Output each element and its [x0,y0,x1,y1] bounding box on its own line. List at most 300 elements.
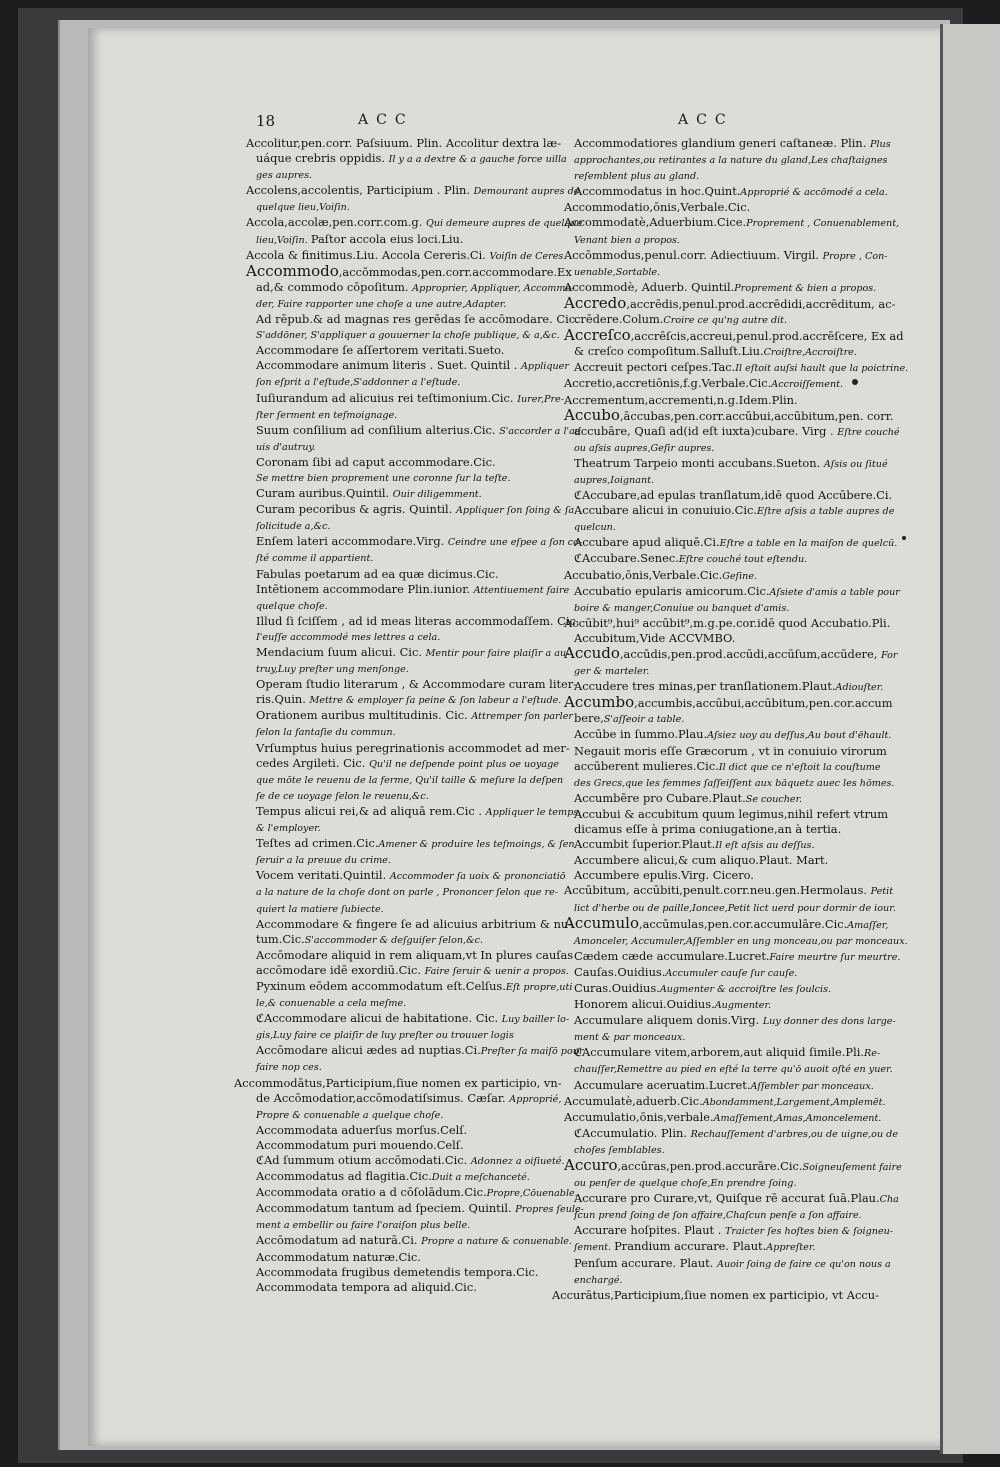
french-gloss: ſement. [574,1242,615,1254]
dictionary-line [552,503,948,519]
french-gloss: Appreſter. [766,1242,816,1254]
french-gloss: I'euſſe accommodé mes lettres a cela. [256,631,441,643]
french-gloss: le,& conuenable a cela meſme. [256,998,407,1010]
dictionary-line [552,360,948,376]
french-gloss: quelcun. [574,522,616,534]
latin-text: Accreuit pectori ceſpes.Tac. [574,360,736,375]
french-gloss: Eſtre aſsis a table aupres de [757,506,895,518]
latin-text: ℭAccumulare vitem,arborem,aut aliquid ſimile.Pli. [574,1045,864,1060]
latin-text: Accumbere epulis.Virg. Cicero. [574,868,754,883]
french-gloss: Propre , Con- [822,250,888,262]
dictionary-line [552,1142,948,1158]
latin-text: Accommodatè,Aduerbium.Cice. [564,215,747,230]
dictionary-line [552,488,948,503]
latin-text: Accolitur,pen.corr. Paſsiuum. Plin. Accolitur dextra læ- [246,136,562,150]
french-gloss: ſté comme il appartient. [256,553,374,565]
latin-text: Accūbe in ſummo.Plau. [574,727,708,742]
running-head-left: ACC [358,112,414,128]
dictionary-line [552,472,948,488]
dictionary-line [552,1191,948,1207]
dictionary-line [552,568,948,584]
latin-text: ,accrēdis,penul.prod.accrēdidi,accrēditum, ac- [626,296,896,311]
french-gloss: ges aupres. [256,170,313,182]
dictionary-line [552,1175,948,1191]
latin-text: ,āccubas,pen.corr.accūbui,accūbitum,pen. corr. [619,408,894,423]
latin-text: bere, [574,711,604,726]
french-gloss: Propre & conuenable a quelque choſe. [256,1109,444,1121]
headword: Accubo [564,407,620,424]
french-gloss: quiert la matiere ſubiecte. [256,903,384,915]
dictionary-line [552,1256,948,1272]
french-gloss: ſolicitude a,&c. [256,521,331,533]
headword: Accuro [564,1158,618,1174]
french-gloss: Traicter ſes hoſtes bien & ſoigneu- [725,1226,894,1238]
french-gloss: S'accorder a l'ad [499,425,582,437]
dictionary-line [552,344,948,360]
latin-text: Accubui & accubitum quum legimus,nihil refert vtrum [574,806,889,821]
latin-text: Tempus alicui rei,& ad aliquā rem.Cic . [256,803,486,818]
french-gloss: lict d'herbe ou de paille,Ioncee,Petit lict uerd pour dormir de iour. [574,902,896,914]
latin-text: Accūbitum, accūbiti,penult.corr.neu.gen.Hermolaus. [564,883,871,898]
dictionary-line [552,646,948,663]
latin-text: Accumbit ſuperior.Plaut. [574,837,716,852]
latin-text: Theatrum Tarpeio monti accubans.Sueton. [574,455,824,470]
dictionary-line [552,807,948,822]
latin-text: tum.Cic. [256,931,305,946]
dictionary-line [552,695,948,711]
latin-text: Teſtes ad crimen.Cic. [256,836,379,851]
french-gloss: Ouir diligemment. [392,489,482,501]
latin-text: Accōmodare aliquid in rem aliquam,vt In plures cauſas [256,947,574,962]
dictionary-line [552,1239,948,1255]
french-gloss: Re- [863,1048,881,1060]
dictionary-line [552,791,948,807]
french-gloss: Proprement & bien a propos. [734,282,877,294]
french-gloss: Appliquer [521,361,569,373]
french-gloss: Accommoder ſa uoix & prononciatiō [389,871,566,883]
dictionary-line [552,679,948,695]
french-gloss: Il eſtoit auſsi hault que la poictrine. [735,363,909,375]
dictionary-line [552,328,948,344]
french-gloss: Luy donner des dons large- [762,1016,896,1028]
french-gloss: Adiouſter. [835,682,884,694]
french-gloss: Petit [870,886,894,898]
latin-text: Accolens,accolentis, Participium . Plin. [246,183,474,198]
french-gloss: Approprier, Appliquer, Accommo- [412,282,575,294]
french-gloss: Eſtre couché tout eſtendu. [678,554,808,566]
latin-text: Accommodata oratio a d cōſolādum.Cic. [256,1185,487,1200]
french-gloss: Adonnez a oiſiueté. [470,1156,565,1167]
latin-text: Intētionem accommodare Plin.iunior. [256,581,474,596]
latin-text: Accubatio epularis amicorum.Cic. [574,583,770,598]
french-gloss: For [881,650,898,661]
french-gloss: Faire ſeruir & uenir a propos. [424,965,569,977]
dictionary-line [552,1207,948,1223]
french-gloss: Appliquer le temps [485,806,579,818]
french-gloss: Eſt propre,uti [505,981,573,993]
latin-text: ℭAd ſummum otium accōmodati.Cic. [256,1153,471,1167]
french-gloss: S'accommoder & deſguiſer ſelon,&c. [304,934,484,946]
french-gloss: gis,Luy faire ce plaiſir de luy preſter ou trouuer logis [256,1030,514,1042]
dictionary-line [552,408,948,424]
ink-spot [852,379,858,385]
french-gloss: ſon eſprit a l'eſtude,S'addonner a l'eſtude. [256,377,461,389]
french-gloss: Aſsis ou ſitué [823,458,888,470]
french-gloss: Qui demeure aupres de quelque [425,218,583,230]
french-gloss: Aſsiete d'amis a table pour [769,586,900,598]
dictionary-line [552,744,948,759]
french-gloss: Soigneuſement faire [802,1162,902,1173]
french-gloss: Se mettre bien proprement une coronne ſur la teſte. [256,472,511,484]
french-gloss: Aſsiez uoy au deſſus,Au bout d'ēhault. [707,730,892,742]
latin-text: Paſtor accola eius loci.Liu. [310,231,464,246]
french-gloss: ou aſsis aupres,Geſir aupres. [574,442,715,454]
dictionary-line [552,456,948,472]
latin-text: Accommodatio,ōnis,Verbale.Cic. [564,200,751,215]
latin-text: Accumbere alicui,& cum aliquo.Plaut. Mart. [574,853,829,868]
latin-text: & creſco compoſitum.Salluſt.Liu. [574,344,764,359]
latin-text: Ad rēpub.& ad magnas res gerēdas ſe accōmodare. Cic. [256,312,579,327]
latin-text: Illud ſi ſciſſem , ad id meas literas accommodaſſem. Cic. [256,613,580,628]
dictionary-line [552,868,948,883]
headword: Accudo [564,646,620,662]
facing-page-edge [940,24,1000,1454]
latin-text: Fabulas poetarum ad ea quæ dicimus.Cic. [256,566,499,581]
dictionary-line [552,916,948,933]
french-gloss: a la nature de la choſe dont on parle , Prononcer ſelon que re- [256,887,559,899]
french-gloss: Il y a a dextre & a gauche force uilla [388,154,567,166]
french-gloss: Eſtre a table en la maiſon de quelcū. [719,538,898,550]
latin-text: Vocem veritati.Quintil. [256,868,390,883]
book-page [88,28,950,1446]
latin-text: ℭAccommodare alicui de habitatione. Cic. [256,1011,502,1026]
latin-text: ris.Quin. [256,692,310,707]
dictionary-line [552,1110,948,1126]
latin-text: ,accumbis,accūbui,accūbitum,pen.cor.accum [634,696,893,711]
french-gloss: Amaſſer, [847,919,889,931]
latin-text: Operam ſtudio literarum , & Accommodare curam liter- [256,677,578,692]
french-gloss: Luy bailler lo- [501,1014,570,1026]
running-head-right: ACC [678,112,734,128]
latin-text: Accommodatus ad flagitia.Cic. [256,1169,432,1184]
latin-text: Iuſiurandum ad alicuius rei teſtimonium.Cic. [256,390,518,405]
french-gloss: Voiſin de Ceres [489,250,564,262]
french-gloss: que mōte le reuenu de la ferme, Qu'il taille & meſure la deſpen [256,774,564,786]
french-gloss: Rechauſſement d'arbres,ou de uigne,ou de [690,1128,899,1140]
latin-text: ℭAccubare,ad epulas tranſlatum,idē quod Accūbere.Ci. [574,488,893,503]
latin-text: Accommodare ſe aſſertorem veritati.Sueto. [256,343,505,358]
latin-text: Orationem auribus multitudinis. Cic. [256,708,472,723]
latin-text: ,accūras,pen.prod.accurāre.Cic. [617,1159,803,1173]
dictionary-line [552,1061,948,1077]
dictionary-line [552,1158,948,1175]
french-gloss: Augmenter. [714,1000,772,1012]
dictionary-line [552,775,948,791]
latin-text: Accommodatum tantum ad ſpeciem. Quintil. [256,1201,516,1216]
latin-text: Cauſas.Ouidius. [574,964,666,979]
running-header [88,112,950,136]
dictionary-line [552,1272,948,1288]
latin-text: ,accŏmmodas,pen.corr.accommodare.Ex [338,264,572,279]
dictionary-line [552,1029,948,1045]
dictionary-line [552,997,948,1013]
headword: Accumulo [564,915,640,932]
french-gloss: ger & marteler. [574,666,650,678]
latin-text: Accubare alicui in conuiuio.Cic. [574,503,758,518]
dictionary-line [552,1013,948,1029]
latin-text: Curam auribus.Quintil. [256,486,393,501]
french-gloss: Auoir ſoing de faire ce qu'on nous a [717,1258,891,1270]
french-gloss: S'addōner, S'appliquer a gouuerner la choſe publique, & a,&c. [256,330,560,342]
dictionary-line [552,248,948,264]
latin-text: Accumulare aliquem donis.Virg. [574,1013,763,1028]
dictionary-line [552,551,948,567]
french-gloss: ſcun prend ſoing de ſon affaire,Chaſcun penſe a ſon affaire. [574,1210,862,1222]
latin-text: ,accūmulas,pen.cor.accumulāre.Cic. [639,916,848,931]
french-gloss: ment & par monceaux. [574,1032,686,1044]
french-gloss: Propres ſeule- [515,1204,584,1216]
latin-text: Pyxinum eōdem accommodatum eſt.Celſus. [256,978,506,993]
latin-text: accōmodare idē exordiū.Cic. [256,962,425,977]
french-gloss: S'aſſeoir a table. [603,714,685,726]
latin-text: Accommodata tempora ad aliquid.Cic. [256,1279,477,1294]
latin-text: Curam pecoribus & agris. Quintil. [256,502,456,517]
latin-text: de Accōmodatior,accōmodatiſsimus. Cæſar. [256,1090,510,1105]
dictionary-line [552,519,948,535]
latin-text: Accubatio,ōnis,Verbale.Cic. [564,567,723,582]
french-gloss: Duit a meſchanceté. [431,1172,530,1184]
latin-text: Accumulatè,aduerb.Cic. [564,1093,703,1108]
french-gloss: Eſtre couché [837,426,900,438]
dictionary-line [552,215,948,231]
headword: Accumbo [564,695,635,712]
latin-text: Honorem alicui.Ouidius. [574,997,715,1012]
dictionary-line [552,949,948,965]
latin-text: Accubare apud aliquē.Ci. [574,535,720,550]
french-gloss: quelque lieu,Voiſin. [256,202,350,214]
latin-text: Accommodatus in hoc.Quint. [574,184,741,199]
latin-text: Accūbit⁹,hui⁹ accūbit⁹,m.g.pe.cor.idē quod Accubatio.Pli. [564,615,891,630]
dictionary-line [552,136,948,152]
latin-text: ,accūdis,pen.prod.accūdi,accūſum,accūdere, [619,647,881,661]
latin-text: Accurare pro Curare,vt, Quiſque rē accurat ſuā.Plau. [574,1191,880,1206]
french-gloss: der, Faire rapporter une choſe a une autre,Adapter. [256,298,507,310]
french-gloss: reſemblent plus au gland. [574,171,700,183]
french-gloss: ſeruir a la preuue du crime. [256,855,392,867]
latin-text: Suum conſilium ad conſilium alterius.Cic. [256,422,500,437]
dictionary-line [552,727,948,743]
french-gloss: Attremper ſon parler [471,711,573,723]
french-gloss: faire nop ces. [256,1062,322,1074]
dictionary-line [552,711,948,727]
latin-text: Accurātus,Participium,ſiue nomen ex participio, vt Accu- [552,1287,879,1302]
ink-spot [902,536,906,540]
latin-text: Accommodata aduerſus morſus.Celſ. [256,1122,468,1137]
french-gloss: Amonceler, Accumuler,Aſſembler en ung monceau,ou par monceaux. [574,935,908,947]
latin-text: Accommodare & fingere ſe ad alicuius arbitrium & nu- [256,916,573,931]
dictionary-line [552,900,948,916]
french-gloss: & l'employer. [256,823,321,835]
dictionary-line [552,837,948,853]
french-gloss: ſe de ce uoyage ſelon le reuenu,&c. [256,790,429,802]
french-gloss: Mettre & employer ſa peine & ſon labeur a l'eſtude. [309,695,562,707]
latin-text: Accrementum,accrementi,n.g.Idem.Plin. [564,392,798,407]
latin-text: uáque crebris oppidis. [256,151,389,166]
dictionary-line [552,1094,948,1110]
latin-text: Enſem lateri accommodare.Virg. [256,534,448,549]
french-gloss: uenable,Sortable. [574,266,661,278]
dictionary-line [552,440,948,456]
latin-text: Accommodè, Aduerb. Quintil. [564,279,735,294]
dictionary-line [552,1078,948,1094]
latin-text: Curas.Ouidius. [574,980,660,995]
french-gloss: Amener & produire les teſmoings, & ſen [378,839,575,851]
latin-text: Accubitum,Vide ACCVMBO. [574,630,736,645]
dictionary-line [552,312,948,328]
french-gloss: Plus [870,139,891,150]
french-gloss: Accroiſſement. [771,379,844,391]
french-gloss: Faire meurtre ſur meurtre. [769,951,901,963]
french-gloss: boire & manger,Conuiue ou banquet d'amis. [574,602,790,614]
latin-text: ℭAccubare.Senec. [574,551,679,566]
dictionary-line [552,616,948,631]
headword: Accommodo [246,263,339,280]
dictionary-line [552,376,948,392]
dictionary-line [552,822,948,837]
french-gloss: Attentiuement faire [473,584,570,596]
french-gloss: des Grecs,que les femmes ſaſſeiſſent aux bāquetz auec les hōmes. [574,777,895,789]
latin-text: Accudere tres minas,per tranſlationem.Plaut. [574,679,836,694]
dictionary-line [552,981,948,997]
french-gloss: approchantes,ou retirantes a la nature du gland,Les chaſtaignes [574,155,888,167]
french-gloss: truy,Luy preſter ung menſonge. [256,664,409,676]
latin-text: Accommodare animum literis . Suet. Quintil . [256,358,521,373]
latin-text: Negauit moris eſſe Græcorum , vt in conuiuio virorum [574,743,887,758]
latin-text: ad,& commodo cōpoſitum. [256,279,413,294]
french-gloss: ment a embellir ou faire l'oraiſon plus belle. [256,1220,471,1232]
french-gloss: Cha [879,1194,899,1206]
dictionary-line [552,883,948,899]
french-gloss: Propre,Cōuenable. [486,1188,578,1200]
french-gloss: ou penſer de quelque choſe,En prendre ſoing. [574,1178,797,1190]
french-gloss: quelque choſe. [256,600,328,612]
latin-text: Accretio,accretiōnis,f.g.Verbale.Cic. [564,376,772,391]
page-number: 18 [256,112,276,130]
dictionary-line [552,264,948,280]
latin-text: Accommodata frugibus demetendis tempora.Cic. [256,1264,539,1279]
dictionary-line [552,152,948,168]
french-gloss: Propre a nature & conuenable. [421,1236,573,1248]
french-gloss: Approprié, [509,1093,562,1105]
dictionary-line [552,853,948,868]
latin-text: accubāre, Quaſi ad(id eſt iuxta)cubare. Virg . [574,423,838,438]
french-gloss: Proprement , Conuenablement, [746,218,900,230]
headword: Accredo [564,295,627,312]
french-gloss: Appliquer ſon ſoing & ſa [455,505,575,517]
latin-text: Accommodātus,Participium,ſiue nomen ex participio, vn- [234,1075,562,1090]
latin-text: Accola & finitimus.Liu. Accola Cereris.Ci. [246,247,490,262]
dictionary-line [552,1223,948,1239]
french-gloss: Geſine. [722,570,758,582]
latin-text: Accōmodatum ad naturā.Ci. [256,1233,422,1248]
french-gloss: Ceindre une eſpee a ſon co- [447,537,583,549]
dictionary-line [552,200,948,215]
latin-text: Accōmmodus,penul.corr. Adiectiuum. Virgil. [564,247,823,262]
dictionary-line [552,663,948,679]
dictionary-line [552,933,948,949]
latin-text: ℭAccumulatio. Plin. [574,1125,691,1140]
dictionary-line [552,759,948,775]
french-gloss: Se coucher. [745,793,803,805]
french-gloss: Aſſembler par monceaux. [750,1080,874,1092]
latin-text: Accola,accolæ,pen.corr.com.g. [246,215,426,230]
dictionary-line [552,232,948,248]
dictionary-line [552,1288,948,1303]
french-gloss: Augmenter & accroiſtre les ſoulcis. [659,983,832,995]
dictionary-line [552,296,948,312]
latin-text: Accommodatiores glandium generi caſtaneæ. Plin. [574,136,870,150]
french-gloss: ſelon la fantaſie du commun. [256,727,396,739]
french-gloss: aupres,Ioignant. [574,474,655,486]
french-gloss: Mentir pour faire plaiſir a au- [425,648,570,659]
latin-text: Penſum accurare. Plaut. [574,1255,718,1270]
french-gloss: Il dict que ce n'eſtoit la couſtume [718,761,881,773]
dictionary-line [552,1045,948,1061]
right-column [552,136,948,1303]
french-gloss: Iurer,Pre- [517,393,564,405]
latin-text: Accumulare aceruatim.Lucret. [574,1077,751,1092]
dictionary-line [552,535,948,551]
dictionary-line [552,600,948,616]
french-gloss: chauſſer,Remettre au pied en eſté la terre qu'ō auoit oſté en yuer. [574,1064,893,1076]
french-gloss: Approprié & accōmodé a cela. [740,187,888,199]
french-gloss: Accumuler cauſe ſur cauſe. [665,967,798,979]
french-gloss: Venant bien a propos. [574,234,680,246]
french-gloss: ſter ſerment en teſmoignage. [256,409,398,421]
latin-text: crēdere.Colum. [574,312,664,327]
dictionary-line [552,584,948,600]
french-gloss: Qu'il ne deſpende point plus oe uoyage [369,758,559,770]
dictionary-line [552,965,948,981]
dictionary-line [552,168,948,184]
dictionary-line [552,1126,948,1142]
french-gloss: lieu,Voiſin. [256,234,311,246]
french-gloss: uis d'autruy. [256,441,316,453]
dictionary-line [552,280,948,296]
latin-text: Accumulatio,ōnis,verbale. [564,1109,714,1124]
french-gloss: Croiſtre,Accroiſtre. [763,347,857,359]
latin-text: Accommodatum naturæ.Cic. [256,1249,421,1264]
latin-text: Accommodatum puri mouendo.Celſ. [256,1137,464,1152]
dictionary-line [552,424,948,440]
latin-text: Accōmodare alicui ædes ad nuptias.Ci. [256,1043,481,1058]
latin-text: Coronam ſibi ad caput accommodare.Cic. [256,454,496,469]
latin-text: cedes Argileti. Cic. [256,755,370,770]
latin-text: ,accrēſcis,accreui,penul.prod.accrēſcere, Ex ad [630,329,904,344]
french-gloss: Croire ce qu'ng autre dit. [663,315,788,327]
dictionary-line [552,393,948,408]
latin-text: Accumbēre pro Cubare.Plaut. [574,790,746,805]
french-gloss: Abondamment,Largement,Amplemēt. [702,1096,886,1108]
latin-text: Mendacium ſuum alicui. Cic. [256,645,426,659]
french-gloss: Demourant aupres de [473,186,580,198]
latin-text: dicamus eſſe à prima coniugatione,an à tertia. [574,822,842,837]
french-gloss: enchargé. [574,1274,623,1286]
dictionary-line [552,184,948,200]
french-gloss: Preſter ſa maiſō pour [480,1046,584,1058]
latin-text: Cædem cæde accumulare.Lucret. [574,948,770,963]
latin-text: Vrſumptus huius peregrinationis accommodet ad mer- [256,740,570,755]
